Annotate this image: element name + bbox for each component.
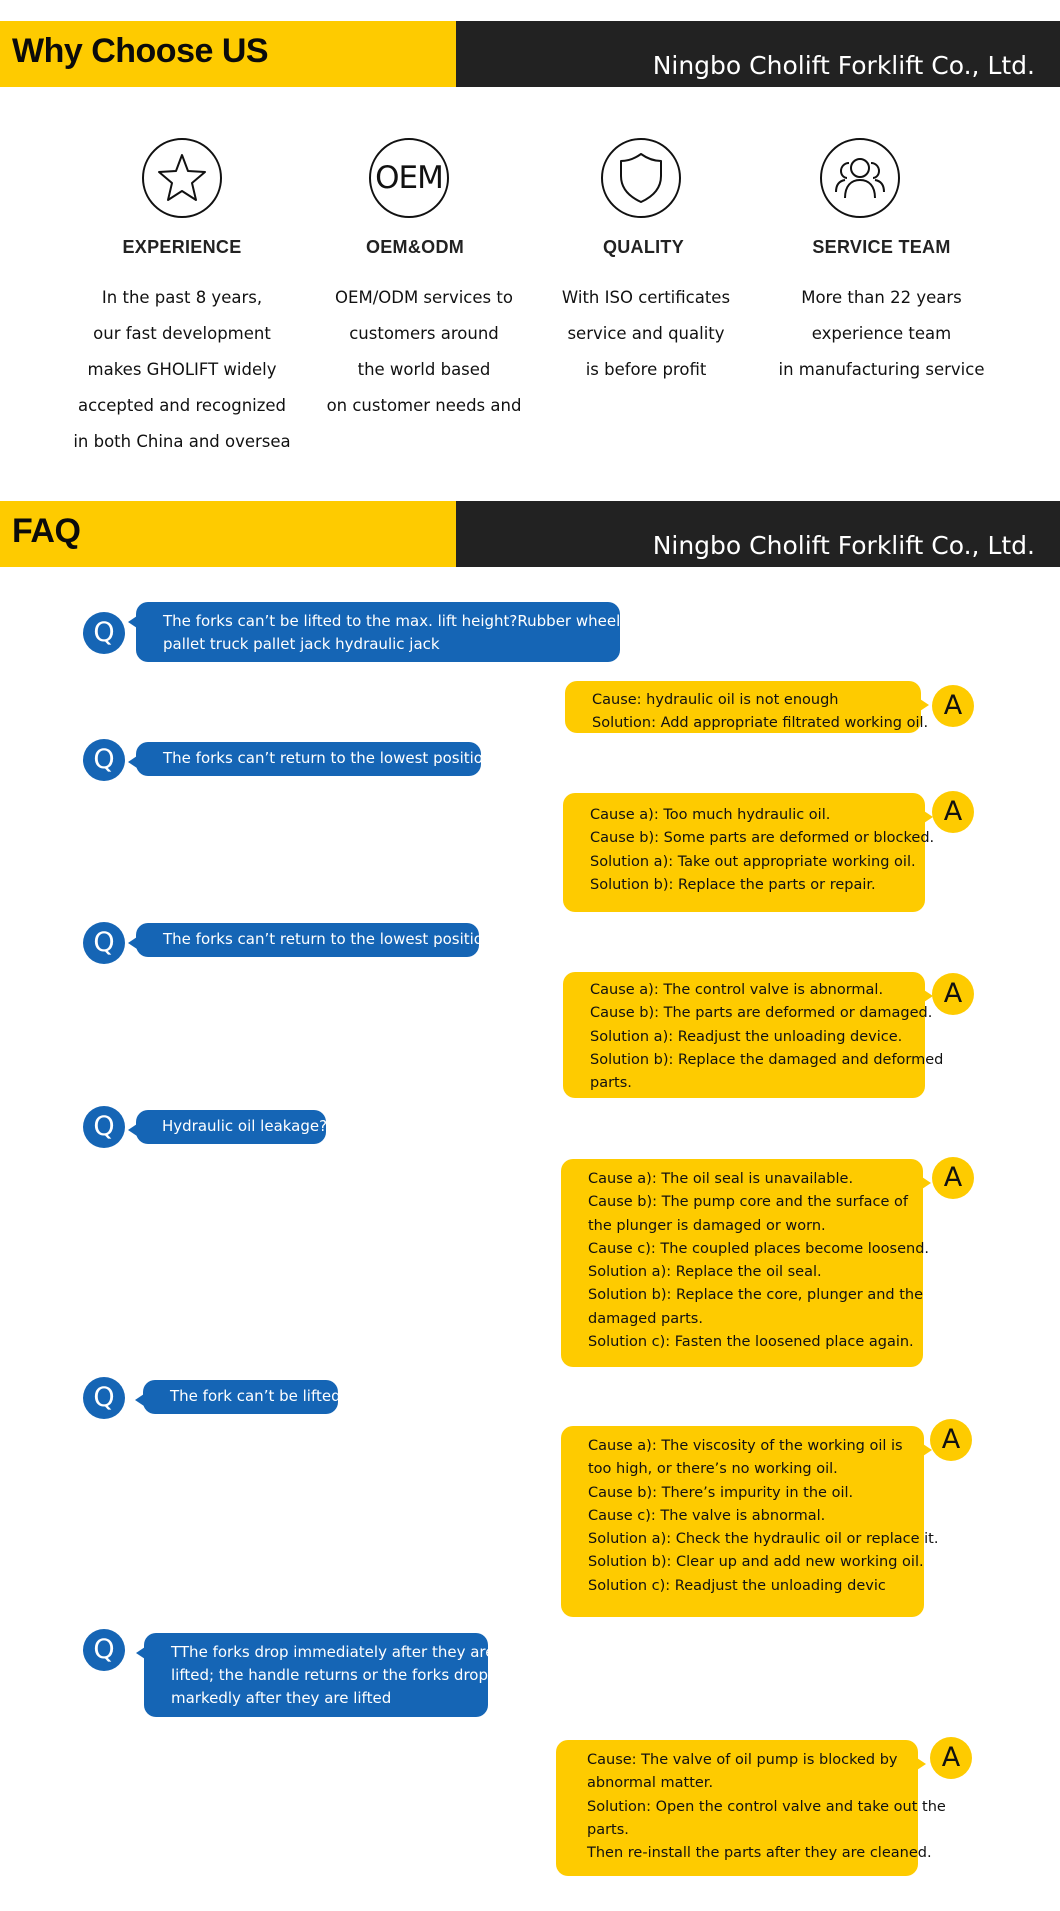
feature-description — [309, 280, 539, 424]
feature-quality — [531, 138, 761, 388]
feature-line: More than 22 years — [801, 288, 962, 307]
answer-text: Cause c): The valve is abnormal. — [588, 1507, 826, 1524]
answer-text: the plunger is damaged or worn. — [588, 1217, 826, 1234]
answer-text: Solution c): Fasten the loosened place again. — [588, 1334, 914, 1351]
team-icon — [820, 138, 900, 218]
answer-text: Cause: The valve of oil pump is blocked by — [587, 1752, 898, 1768]
answer-text: Cause b): The pump core and the surface of — [588, 1194, 909, 1211]
question-text: lifted; the handle returns or the forks drop — [171, 1666, 488, 1684]
feature-description — [531, 280, 761, 388]
answer-text: Solution b): Replace the parts or repair. — [590, 876, 876, 893]
question-bubble — [136, 602, 663, 662]
answer-bubble — [563, 793, 935, 912]
feature-oem-odm — [309, 138, 539, 424]
answer-text: Solution b): Clear up and add new working oil. — [588, 1554, 924, 1571]
answer-text: Solution b): Replace the core, plunger and the — [588, 1287, 924, 1304]
question-text: Hydraulic oil leakage? — [162, 1117, 328, 1135]
answer-badge: A — [932, 685, 974, 727]
answer-text: Cause a): The control valve is abnormal. — [590, 982, 884, 998]
question-text: TThe forks drop immediately after they are — [171, 1643, 495, 1661]
feature-title: SERVICE TEAM — [812, 237, 951, 257]
feature-line: in manufacturing service — [778, 360, 985, 379]
question-badge: Q — [83, 922, 125, 964]
answer-bubble — [561, 1426, 939, 1617]
feature-line: With ISO certificates — [561, 288, 731, 307]
answer-text: Solution a): Replace the oil seal. — [588, 1264, 822, 1281]
answer-text: Cause b): The parts are deformed or damaged. — [590, 1005, 933, 1022]
answer-bubble — [565, 681, 929, 733]
faq-banner — [0, 501, 1060, 567]
question-bubble — [143, 1380, 341, 1414]
answer-text: Cause a): Too much hydraulic oil. — [590, 807, 831, 823]
answer-text: Cause a): The oil seal is unavailable. — [588, 1171, 854, 1187]
feature-description — [775, 280, 988, 388]
question-text: The fork can’t be lifted — [170, 1387, 341, 1405]
feature-experience — [67, 138, 297, 460]
answer-text: Solution b): Replace the damaged and deformed — [590, 1051, 944, 1068]
answer-text: abnormal matter. — [587, 1775, 714, 1792]
answer-bubble — [561, 1159, 930, 1367]
star-icon — [142, 138, 222, 218]
feature-title: QUALITY — [602, 237, 685, 257]
answer-badge: A — [932, 791, 974, 833]
answer-badge: A — [932, 1157, 974, 1199]
answer-text: Solution: Add appropriate filtrated working oil. — [592, 715, 929, 732]
feature-line: In the past 8 years, — [101, 288, 263, 307]
answer-bubble — [556, 1740, 946, 1876]
feature-line: experience team — [811, 324, 952, 343]
banner-company-name: Ningbo Cholift Forklift Co., Ltd. — [652, 51, 1035, 80]
feature-line: on customer needs and — [326, 396, 522, 415]
answer-text: Solution a): Take out appropriate working oil. — [590, 853, 916, 870]
answer-text: Solution a): Check the hydraulic oil or replace it. — [588, 1531, 939, 1548]
question-text: markedly after they are lifted — [171, 1689, 392, 1707]
shield-icon — [601, 138, 681, 218]
answer-text: Then re-install the parts after they are cleaned. — [587, 1845, 932, 1862]
answer-text: too high, or there’s no working oil. — [588, 1461, 838, 1478]
feature-line: service and quality — [567, 324, 725, 343]
answer-text: Cause: hydraulic oil is not enough — [592, 692, 839, 708]
answer-text: Cause c): The coupled places become loosend. — [588, 1240, 930, 1257]
feature-description — [67, 280, 297, 460]
question-bubble — [136, 923, 501, 957]
feature-line: the world based — [357, 360, 491, 379]
answer-badge: A — [930, 1737, 972, 1779]
feature-line: makes GHOLIFT widely — [87, 360, 277, 379]
banner-title: Why Choose US — [12, 32, 269, 70]
answer-badge: A — [932, 973, 974, 1015]
feature-title: OEM&ODM — [365, 237, 465, 257]
question-text: The forks can’t return to the lowest position? — [163, 749, 501, 767]
answer-text: Cause a): The viscosity of the working oil is — [588, 1438, 903, 1454]
question-text: pallet truck pallet jack hydraulic jack — [163, 635, 440, 653]
feature-title: EXPERIENCE — [122, 237, 242, 257]
question-bubble — [144, 1633, 495, 1717]
question-badge: Q — [83, 1106, 125, 1148]
question-badge: Q — [83, 612, 125, 654]
question-badge: Q — [83, 739, 125, 781]
answer-text: Cause b): There’s impurity in the oil. — [588, 1484, 854, 1501]
answer-badge: A — [930, 1419, 972, 1461]
question-text: The forks can’t be lifted to the max. lift height?Rubber wheel hand — [163, 612, 663, 630]
answer-text: parts. — [590, 1075, 632, 1092]
answer-text: Solution a): Readjust the unloading device. — [590, 1028, 903, 1045]
oem-icon — [369, 138, 449, 218]
feature-line: our fast development — [93, 324, 271, 343]
feature-line: OEM/ODM services to — [335, 288, 513, 307]
oem-icon-text: OEM — [375, 160, 443, 196]
answer-text: parts. — [587, 1821, 629, 1838]
banner-title: FAQ — [12, 512, 81, 550]
banner-company-name: Ningbo Cholift Forklift Co., Ltd. — [652, 531, 1035, 560]
answer-text: Solution: Open the control valve and take out the — [587, 1798, 946, 1815]
answer-text: Solution c): Readjust the unloading devic — [588, 1577, 886, 1594]
question-bubble — [136, 1110, 326, 1144]
question-bubble — [136, 742, 501, 776]
answer-text: Cause b): Some parts are deformed or blocked. — [590, 830, 935, 847]
answer-bubble — [563, 972, 944, 1098]
feature-service-team — [758, 138, 988, 388]
question-badge: Q — [83, 1377, 125, 1419]
answer-text: damaged parts. — [588, 1310, 703, 1327]
feature-line: in both China and oversea — [73, 432, 291, 451]
question-badge: Q — [83, 1629, 125, 1671]
feature-line: is before profit — [585, 360, 707, 379]
question-text: The forks can’t return to the lowest position? — [163, 930, 501, 948]
feature-line: customers around — [349, 324, 499, 343]
feature-line: accepted and recognized — [77, 396, 287, 415]
why-choose-us-banner — [0, 21, 1060, 87]
